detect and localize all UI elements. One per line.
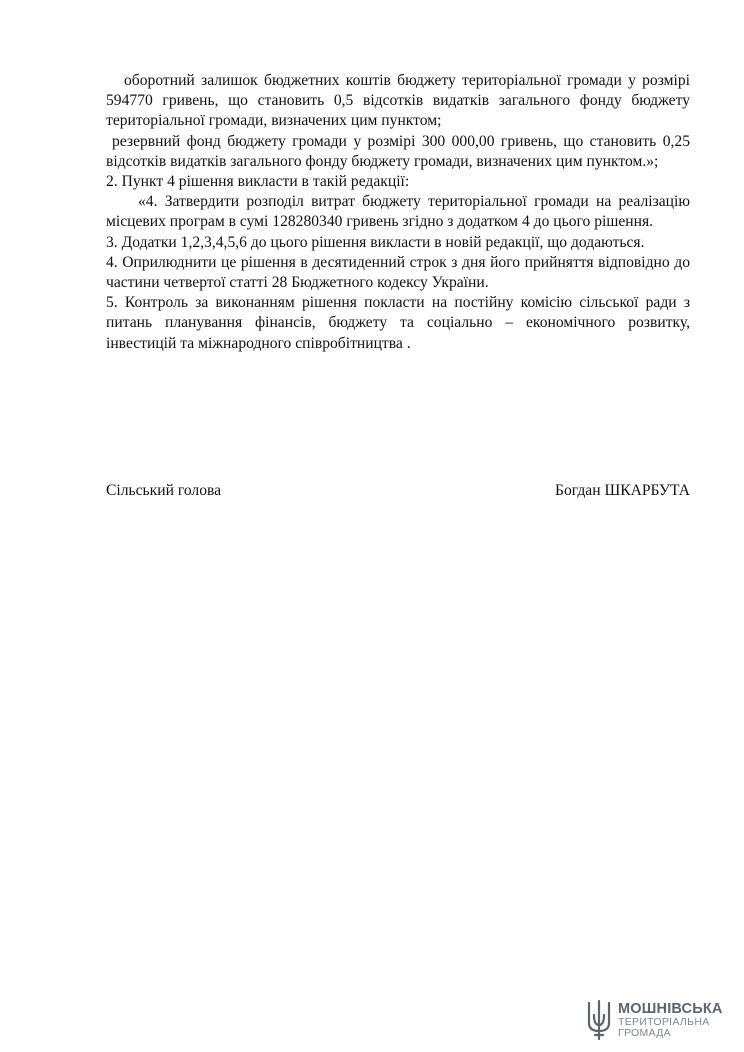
paragraph-item-5: 5. Контроль за виконанням рішення покласти на постійну комісію сільської ради з питань планування фінансів, бюджету та соціально – економічного розвитку, інвестицій та міжнародного співробітництва . xyxy=(106,294,690,352)
paragraph-working-balance: оборотний залишок бюджетних коштів бюджету територіальної громади у розмірі 594770 гривень, що становить 0,5 відсотків видатків загального фонду бюджету територіальної громади, визначених цим пунктом; xyxy=(106,72,690,130)
paragraph-reserve-fund: резервний фонд бюджету громади у розмірі 300 000,00 гривень, що становить 0,25 відсотків видатків загального фонду бюджету громади, визначених цим пунктом.»; xyxy=(106,132,690,170)
signature-name: Богдан ШКАРБУТА xyxy=(555,482,690,499)
paragraph-item-4: 4. Оприлюднити це рішення в десятиденний строк з дня його прийняття відповідно до частини четвертої статті 28 Бюджетного кодексу України. xyxy=(106,253,690,292)
signature-block xyxy=(106,481,690,501)
signature-position: Сільський голова xyxy=(106,482,222,499)
community-logo xyxy=(586,997,736,1043)
logo-text xyxy=(618,1002,723,1039)
trident-icon xyxy=(586,999,612,1041)
paragraph-item-3: 3. Додатки 1,2,3,4,5,6 до цього рішення викласти в новій редакції, що додаються. xyxy=(106,233,645,251)
logo-subtitle-1: ТЕРИТОРІАЛЬНА xyxy=(618,1015,710,1028)
paragraph-item-4-quote: «4. Затвердити розподіл витрат бюджету територіальної громади на реалізацію місцевих програм в сумі 128280340 гривень згідно з додатком 4 до цього рішення. xyxy=(106,193,690,231)
logo-title: МОШНІВСЬКА xyxy=(618,1000,723,1017)
logo-subtitle-2: ГРОМАДА xyxy=(618,1026,671,1039)
paragraph-item-2: 2. Пункт 4 рішення викласти в такій редакції: xyxy=(106,173,410,191)
document-body xyxy=(106,71,690,354)
